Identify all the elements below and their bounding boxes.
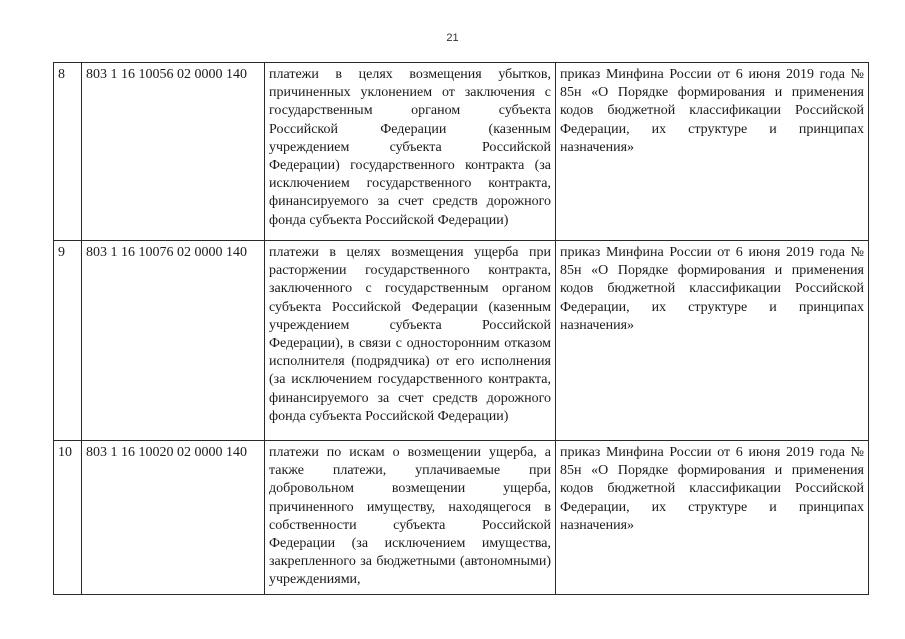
description-cell: платежи по искам о возмещении ущерба, а также платежи, уплачиваемые при добровольном возмещении ущерба, причиненного имуществу, находящегося в собственности субъекта Российской Федерации (за исключением имущества, закрепленного за бюджетными (автономными) учреждениями, <box>265 441 556 595</box>
budget-codes-table <box>53 62 869 595</box>
row-number-cell: 10 <box>54 441 82 595</box>
table-row <box>54 441 869 595</box>
legal-basis-cell: приказ Минфина России от 6 июня 2019 года № 85н «О Порядке формирования и применения кодов бюджетной классификации Российской Федерации, их структуре и принципах назначения» <box>556 441 869 595</box>
page-number: 21 <box>446 32 459 44</box>
row-number-cell: 8 <box>54 63 82 241</box>
legal-basis-cell: приказ Минфина России от 6 июня 2019 года № 85н «О Порядке формирования и применения кодов бюджетной классификации Российской Федерации, их структуре и принципах назначения» <box>556 63 869 241</box>
row-number-cell: 9 <box>54 241 82 441</box>
budget-code-cell: 803 1 16 10020 02 0000 140 <box>82 441 265 595</box>
table-row <box>54 241 869 441</box>
budget-code-cell: 803 1 16 10076 02 0000 140 <box>82 241 265 441</box>
table-row <box>54 63 869 241</box>
description-cell: платежи в целях возмещения убытков, причиненных уклонением от заключения с государственным органом субъекта Российской Федерации (казенным учреждением субъекта Российской Федерации) государственного контракта (за исключением государственного контракта, финансируемого за счет средств дорожного фонда субъекта Российской Федерации) <box>265 63 556 241</box>
legal-basis-cell: приказ Минфина России от 6 июня 2019 года № 85н «О Порядке формирования и применения кодов бюджетной классификации Российской Федерации, их структуре и принципах назначения» <box>556 241 869 441</box>
budget-code-cell: 803 1 16 10056 02 0000 140 <box>82 63 265 241</box>
description-cell: платежи в целях возмещения ущерба при расторжении государственного контракта, заключенного с государственным органом субъекта Российской Федерации (казенным учреждением субъекта Российской Федерации), в связи с односторонним отказом исполнителя (подрядчика) от его исполнения (за исключением государственного контракта, финансируемого за счет средств дорожного фонда субъекта Российской Федерации) <box>265 241 556 441</box>
